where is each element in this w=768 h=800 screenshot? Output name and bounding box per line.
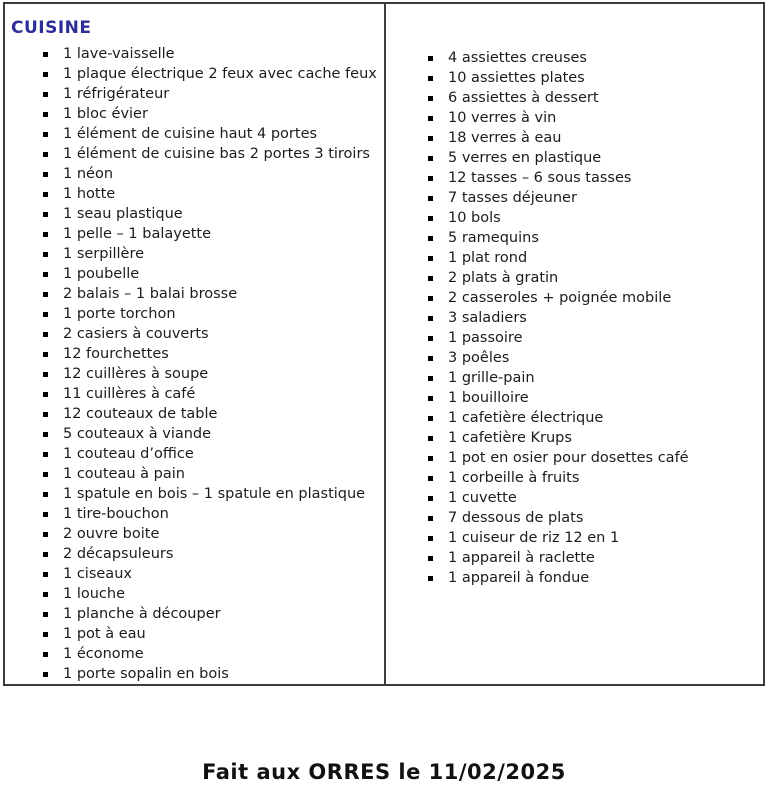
- item-label: 1 grille-pain: [448, 370, 535, 386]
- list-item: [396, 248, 759, 268]
- list-item: [11, 584, 380, 604]
- item-label: 3 poêles: [448, 350, 510, 366]
- list-item: [396, 388, 759, 408]
- square-bullet-icon: [43, 332, 48, 337]
- square-bullet-icon: [428, 536, 433, 541]
- item-label: 7 tasses déjeuner: [448, 190, 577, 206]
- square-bullet-icon: [43, 612, 48, 617]
- square-bullet-icon: [43, 52, 48, 57]
- square-bullet-icon: [43, 212, 48, 217]
- square-bullet-icon: [43, 632, 48, 637]
- list-item: [11, 104, 380, 124]
- square-bullet-icon: [43, 552, 48, 557]
- square-bullet-icon: [43, 72, 48, 77]
- square-bullet-icon: [428, 276, 433, 281]
- item-label: 7 dessous de plats: [448, 510, 584, 526]
- item-label: 2 ouvre boite: [63, 526, 160, 542]
- square-bullet-icon: [428, 56, 433, 61]
- square-bullet-icon: [428, 156, 433, 161]
- item-label: 2 décapsuleurs: [63, 546, 174, 562]
- list-item: [11, 504, 380, 524]
- item-label: 1 néon: [63, 166, 114, 182]
- item-label: 12 couteaux de table: [63, 406, 218, 422]
- list-item: [396, 528, 759, 548]
- item-label: 1 planche à découper: [63, 606, 221, 622]
- list-item: [396, 488, 759, 508]
- item-label: 2 plats à gratin: [448, 270, 559, 286]
- square-bullet-icon: [428, 456, 433, 461]
- list-item: [11, 564, 380, 584]
- list-item: [396, 268, 759, 288]
- list-item: [11, 484, 380, 504]
- list-item: [396, 568, 759, 588]
- list-item: [396, 448, 759, 468]
- square-bullet-icon: [428, 116, 433, 121]
- item-label: 1 appareil à raclette: [448, 550, 595, 566]
- square-bullet-icon: [428, 396, 433, 401]
- item-label: 1 cuvette: [448, 490, 517, 506]
- square-bullet-icon: [428, 476, 433, 481]
- square-bullet-icon: [43, 492, 48, 497]
- item-label: 1 porte torchon: [63, 306, 176, 322]
- list-item: [11, 224, 380, 244]
- item-label: 1 appareil à fondue: [448, 570, 590, 586]
- list-item: [11, 444, 380, 464]
- square-bullet-icon: [428, 96, 433, 101]
- square-bullet-icon: [43, 272, 48, 277]
- square-bullet-icon: [428, 356, 433, 361]
- square-bullet-icon: [43, 92, 48, 97]
- item-label: 10 assiettes plates: [448, 70, 585, 86]
- list-item: [396, 288, 759, 308]
- item-label: 18 verres à eau: [448, 130, 562, 146]
- item-label: 5 verres en plastique: [448, 150, 602, 166]
- square-bullet-icon: [428, 556, 433, 561]
- square-bullet-icon: [43, 432, 48, 437]
- list-item: [11, 384, 380, 404]
- list-item: [396, 148, 759, 168]
- square-bullet-icon: [428, 196, 433, 201]
- list-item: [11, 464, 380, 484]
- list-item: [11, 604, 380, 624]
- item-label: 5 couteaux à viande: [63, 426, 212, 442]
- square-bullet-icon: [43, 232, 48, 237]
- list-item: [11, 404, 380, 424]
- square-bullet-icon: [43, 132, 48, 137]
- list-item: [11, 244, 380, 264]
- list-item: [11, 324, 380, 344]
- list-item: [11, 644, 380, 664]
- item-label: 1 passoire: [448, 330, 523, 346]
- list-item: [396, 508, 759, 528]
- item-label: 1 cuiseur de riz 12 en 1: [448, 530, 620, 546]
- item-label: 1 plat rond: [448, 250, 528, 266]
- item-label: 10 bols: [448, 210, 501, 226]
- square-bullet-icon: [428, 416, 433, 421]
- item-label: 6 assiettes à dessert: [448, 90, 599, 106]
- item-label: 1 lave-vaisselle: [63, 46, 175, 62]
- item-label: 1 porte sopalin en bois: [63, 666, 229, 682]
- item-label: 3 saladiers: [448, 310, 527, 326]
- list-item: [11, 424, 380, 444]
- item-label: 1 réfrigérateur: [63, 86, 170, 102]
- list-item: [11, 124, 380, 144]
- square-bullet-icon: [43, 512, 48, 517]
- square-bullet-icon: [428, 236, 433, 241]
- list-item: [11, 204, 380, 224]
- list-item: [396, 128, 759, 148]
- list-item: [11, 544, 380, 564]
- square-bullet-icon: [428, 516, 433, 521]
- item-label: 4 assiettes creuses: [448, 50, 587, 66]
- inventory-list-right: [396, 48, 759, 588]
- list-item: [396, 88, 759, 108]
- list-item: [396, 108, 759, 128]
- list-item: [11, 304, 380, 324]
- list-item: [396, 48, 759, 68]
- list-item: [396, 428, 759, 448]
- list-item: [11, 64, 380, 84]
- list-item: [11, 144, 380, 164]
- item-label: 1 tire-bouchon: [63, 506, 169, 522]
- square-bullet-icon: [43, 252, 48, 257]
- item-label: 1 couteau à pain: [63, 466, 185, 482]
- item-label: 1 élément de cuisine haut 4 portes: [63, 126, 318, 142]
- square-bullet-icon: [428, 256, 433, 261]
- item-label: 1 bloc évier: [63, 106, 148, 122]
- square-bullet-icon: [428, 496, 433, 501]
- list-item: [11, 344, 380, 364]
- item-label: 12 tasses – 6 sous tasses: [448, 170, 632, 186]
- inventory-table: [3, 2, 765, 686]
- list-item: [396, 208, 759, 228]
- item-label: 1 pelle – 1 balayette: [63, 226, 212, 242]
- inventory-list-left: [11, 44, 380, 684]
- square-bullet-icon: [428, 376, 433, 381]
- list-item: [11, 264, 380, 284]
- item-label: 1 économe: [63, 646, 144, 662]
- kitchen-column-right: [384, 4, 763, 684]
- square-bullet-icon: [43, 372, 48, 377]
- item-label: 1 cafetière électrique: [448, 410, 604, 426]
- item-label: 2 balais – 1 balai brosse: [63, 286, 238, 302]
- list-item: [396, 188, 759, 208]
- list-item: [396, 328, 759, 348]
- list-item: [11, 524, 380, 544]
- item-label: 11 cuillères à café: [63, 386, 196, 402]
- square-bullet-icon: [43, 352, 48, 357]
- square-bullet-icon: [428, 216, 433, 221]
- square-bullet-icon: [43, 452, 48, 457]
- item-label: 1 cafetière Krups: [448, 430, 572, 446]
- list-item: [396, 408, 759, 428]
- square-bullet-icon: [428, 336, 433, 341]
- list-item: [11, 84, 380, 104]
- square-bullet-icon: [43, 532, 48, 537]
- item-label: 1 couteau d’office: [63, 446, 194, 462]
- list-item: [396, 308, 759, 328]
- square-bullet-icon: [43, 112, 48, 117]
- item-label: 2 casiers à couverts: [63, 326, 209, 342]
- list-item: [396, 348, 759, 368]
- square-bullet-icon: [428, 436, 433, 441]
- item-label: 1 pot en osier pour dosettes café: [448, 450, 689, 466]
- item-label: 1 corbeille à fruits: [448, 470, 580, 486]
- item-label: 1 poubelle: [63, 266, 140, 282]
- item-label: 12 fourchettes: [63, 346, 169, 362]
- square-bullet-icon: [43, 392, 48, 397]
- page-title: CUISINE: [11, 18, 92, 38]
- item-label: 1 hotte: [63, 186, 116, 202]
- square-bullet-icon: [43, 652, 48, 657]
- square-bullet-icon: [43, 592, 48, 597]
- item-label: 1 seau plastique: [63, 206, 183, 222]
- square-bullet-icon: [428, 576, 433, 581]
- list-item: [396, 468, 759, 488]
- square-bullet-icon: [428, 176, 433, 181]
- square-bullet-icon: [43, 672, 48, 677]
- list-item: [11, 624, 380, 644]
- item-label: 1 élément de cuisine bas 2 portes 3 tiroirs: [63, 146, 370, 162]
- square-bullet-icon: [43, 412, 48, 417]
- list-item: [396, 168, 759, 188]
- item-label: 1 spatule en bois – 1 spatule en plastique: [63, 486, 366, 502]
- list-item: [11, 664, 380, 684]
- item-label: 1 louche: [63, 586, 126, 602]
- item-label: 1 serpillère: [63, 246, 145, 262]
- square-bullet-icon: [43, 572, 48, 577]
- square-bullet-icon: [428, 296, 433, 301]
- square-bullet-icon: [43, 152, 48, 157]
- list-item: [11, 284, 380, 304]
- item-label: 2 casseroles + poignée mobile: [448, 290, 672, 306]
- list-item: [11, 364, 380, 384]
- square-bullet-icon: [43, 172, 48, 177]
- square-bullet-icon: [43, 192, 48, 197]
- square-bullet-icon: [428, 76, 433, 81]
- list-item: [11, 184, 380, 204]
- list-item: [396, 548, 759, 568]
- square-bullet-icon: [428, 136, 433, 141]
- item-label: 1 pot à eau: [63, 626, 146, 642]
- kitchen-column-left: [5, 4, 384, 684]
- square-bullet-icon: [43, 312, 48, 317]
- square-bullet-icon: [428, 316, 433, 321]
- item-label: 1 ciseaux: [63, 566, 132, 582]
- list-item: [396, 68, 759, 88]
- square-bullet-icon: [43, 472, 48, 477]
- list-item: [396, 368, 759, 388]
- list-item: [11, 164, 380, 184]
- item-label: 1 bouilloire: [448, 390, 529, 406]
- square-bullet-icon: [43, 292, 48, 297]
- item-label: 10 verres à vin: [448, 110, 557, 126]
- list-item: [11, 44, 380, 64]
- item-label: 5 ramequins: [448, 230, 539, 246]
- item-label: 12 cuillères à soupe: [63, 366, 209, 382]
- list-item: [396, 228, 759, 248]
- item-label: 1 plaque électrique 2 feux avec cache feux: [63, 66, 377, 82]
- footer-date-line: Fait aux ORRES le 11/02/2025: [202, 760, 566, 784]
